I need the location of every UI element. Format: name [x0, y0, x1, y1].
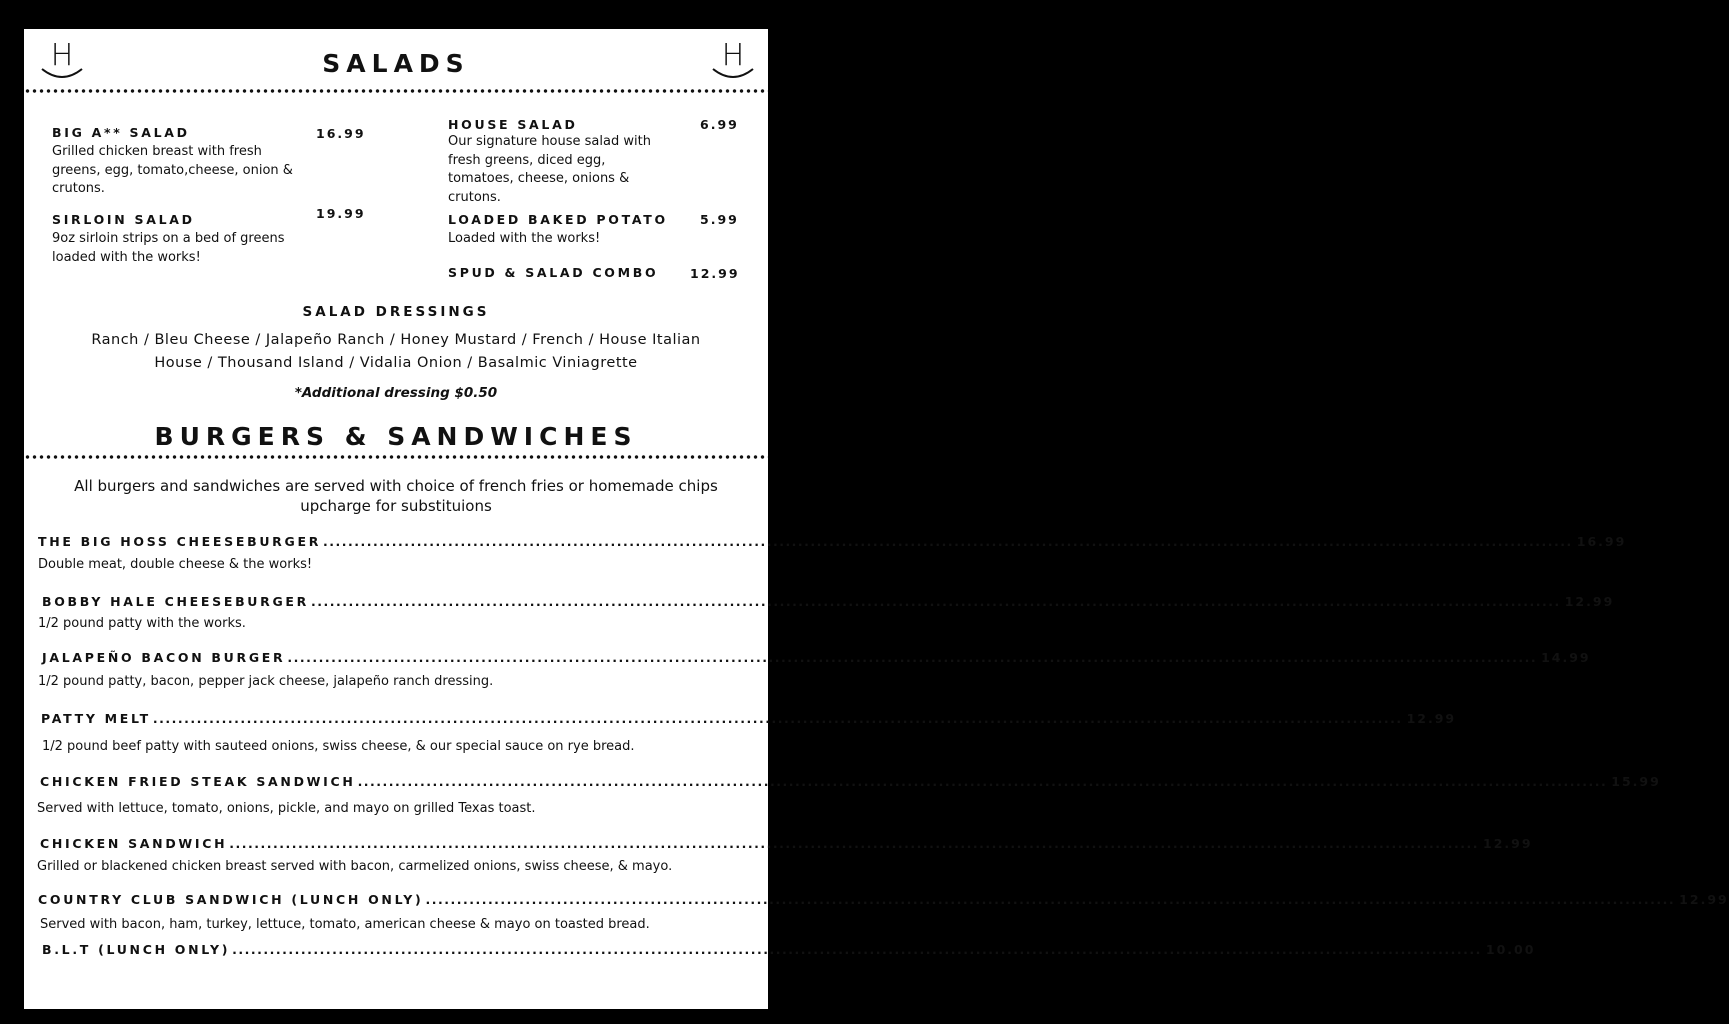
- burger-item-line: [42, 650, 1591, 665]
- dressings-line: Ranch / Bleu Cheese / Jalapeño Ranch / Honey Mustard / French / House Italian: [91, 332, 701, 348]
- dot-leader: ........................................................................................................................................................................................................: [232, 942, 1482, 957]
- dot-leader: ........................................................................................................................................................................................................: [287, 650, 1538, 665]
- salad-item-name: SPUD & SALAD COMBO: [448, 265, 659, 280]
- burger-item-name: CHICKEN SANDWICH: [40, 836, 228, 851]
- burger-item-name: CHICKEN FRIED STEAK SANDWICH: [40, 774, 356, 789]
- burger-item-desc: Grilled or blackened chicken breast served with bacon, carmelized onions, swiss cheese, & mayo.: [37, 859, 673, 874]
- salad-item-price: 16.99: [316, 126, 366, 141]
- salad-item-name: SIRLOIN SALAD: [52, 212, 195, 227]
- dot-leader: ........................................................................................................................................................................................................: [311, 594, 1561, 609]
- dot-leader: ........................................................................................................................................................................................................: [323, 534, 1573, 549]
- salad-item-desc: 9oz sirloin strips on a bed of greens loaded with the works!: [52, 231, 285, 265]
- dotted-divider: [24, 454, 768, 460]
- burger-item-name: PATTY MELT: [41, 711, 151, 726]
- burger-item-line: [42, 594, 1615, 609]
- salad-item-desc: Grilled chicken breast with fresh greens, egg, tomato,cheese, onion & crutons.: [52, 144, 293, 196]
- salad-item-price: 19.99: [316, 206, 366, 221]
- burger-item-desc: Served with lettuce, tomato, onions, pickle, and mayo on grilled Texas toast.: [37, 801, 536, 816]
- h-logo-left-icon: H: [38, 39, 86, 85]
- menu-page: [24, 29, 1729, 1009]
- salad-item-price: 6.99: [700, 117, 739, 132]
- burger-item-price: 14.99: [1541, 650, 1591, 665]
- salad-item-price: 5.99: [700, 212, 739, 227]
- burger-item-desc: 1/2 pound patty with the works.: [38, 616, 246, 631]
- dressings-line: House / Thousand Island / Vidalia Onion / Basalmic Viniagrette: [154, 355, 638, 371]
- burger-item-desc: 1/2 pound patty, bacon, pepper jack cheese, jalapeño ranch dressing.: [38, 674, 494, 689]
- burger-item-desc: Served with bacon, ham, turkey, lettuce, tomato, american cheese & mayo on toasted bread.: [40, 917, 650, 932]
- burger-item-name: B.L.T (LUNCH ONLY): [42, 942, 231, 957]
- burger-item-price: 12.99: [1564, 594, 1615, 609]
- dot-leader: ........................................................................................................................................................................................................: [425, 892, 1676, 907]
- burger-item-price: 15.99: [1611, 774, 1661, 789]
- burger-item-price: 12.99: [1483, 836, 1533, 851]
- dressings-heading: SALAD DRESSINGS: [302, 304, 490, 320]
- burger-item-line: [42, 942, 1536, 957]
- burger-item-price: 12.99: [1679, 892, 1729, 907]
- burger-item-line: [40, 836, 1533, 851]
- burger-item-line: [40, 774, 1661, 789]
- burgers-heading: BURGERS & SANDWICHES: [154, 422, 638, 451]
- salad-item-name: HOUSE SALAD: [448, 117, 578, 132]
- salads-heading: SALADS: [322, 49, 470, 78]
- dot-leader: ........................................................................................................................................................................................................: [229, 836, 1480, 851]
- burger-item-line: [41, 711, 1457, 726]
- burger-item-line: [38, 892, 1729, 907]
- burger-item-name: COUNTRY CLUB SANDWICH (LUNCH ONLY): [38, 892, 424, 907]
- salad-item-desc: Loaded with the works!: [448, 231, 601, 246]
- burger-item-price: 16.99: [1576, 534, 1627, 549]
- salad-item-desc: Our signature house salad with fresh greens, diced egg, tomatoes, cheese, onions & crutons.: [448, 134, 651, 205]
- burger-item-price: 10.00: [1485, 942, 1536, 957]
- salad-item-name: LOADED BAKED POTATO: [448, 212, 668, 227]
- burger-item-desc: Double meat, double cheese & the works!: [38, 557, 313, 572]
- h-logo-right-icon: H: [709, 39, 757, 85]
- burgers-intro: All burgers and sandwiches are served with choice of french fries or homemade chips: [74, 477, 718, 495]
- burger-item-desc: 1/2 pound beef patty with sauteed onions, swiss cheese, & our special sauce on rye bread.: [42, 739, 635, 754]
- dot-leader: ........................................................................................................................................................................................................: [357, 774, 1608, 789]
- dot-leader: ........................................................................................................................................................................................................: [152, 711, 1403, 726]
- burger-item-price: 12.99: [1406, 711, 1457, 726]
- additional-dressing-note: *Additional dressing $0.50: [294, 385, 498, 401]
- burger-item-name: JALAPEÑO BACON BURGER: [42, 650, 286, 665]
- burger-item-line: [38, 534, 1627, 549]
- salad-item-name: BIG A** SALAD: [52, 125, 190, 140]
- dotted-divider: [24, 88, 768, 94]
- burger-item-name: THE BIG HOSS CHEESEBURGER: [38, 534, 322, 549]
- burger-item-name: BOBBY HALE CHEESEBURGER: [42, 594, 310, 609]
- burgers-intro: upcharge for substituions: [300, 497, 492, 515]
- salad-item-price: 12.99: [690, 266, 740, 281]
